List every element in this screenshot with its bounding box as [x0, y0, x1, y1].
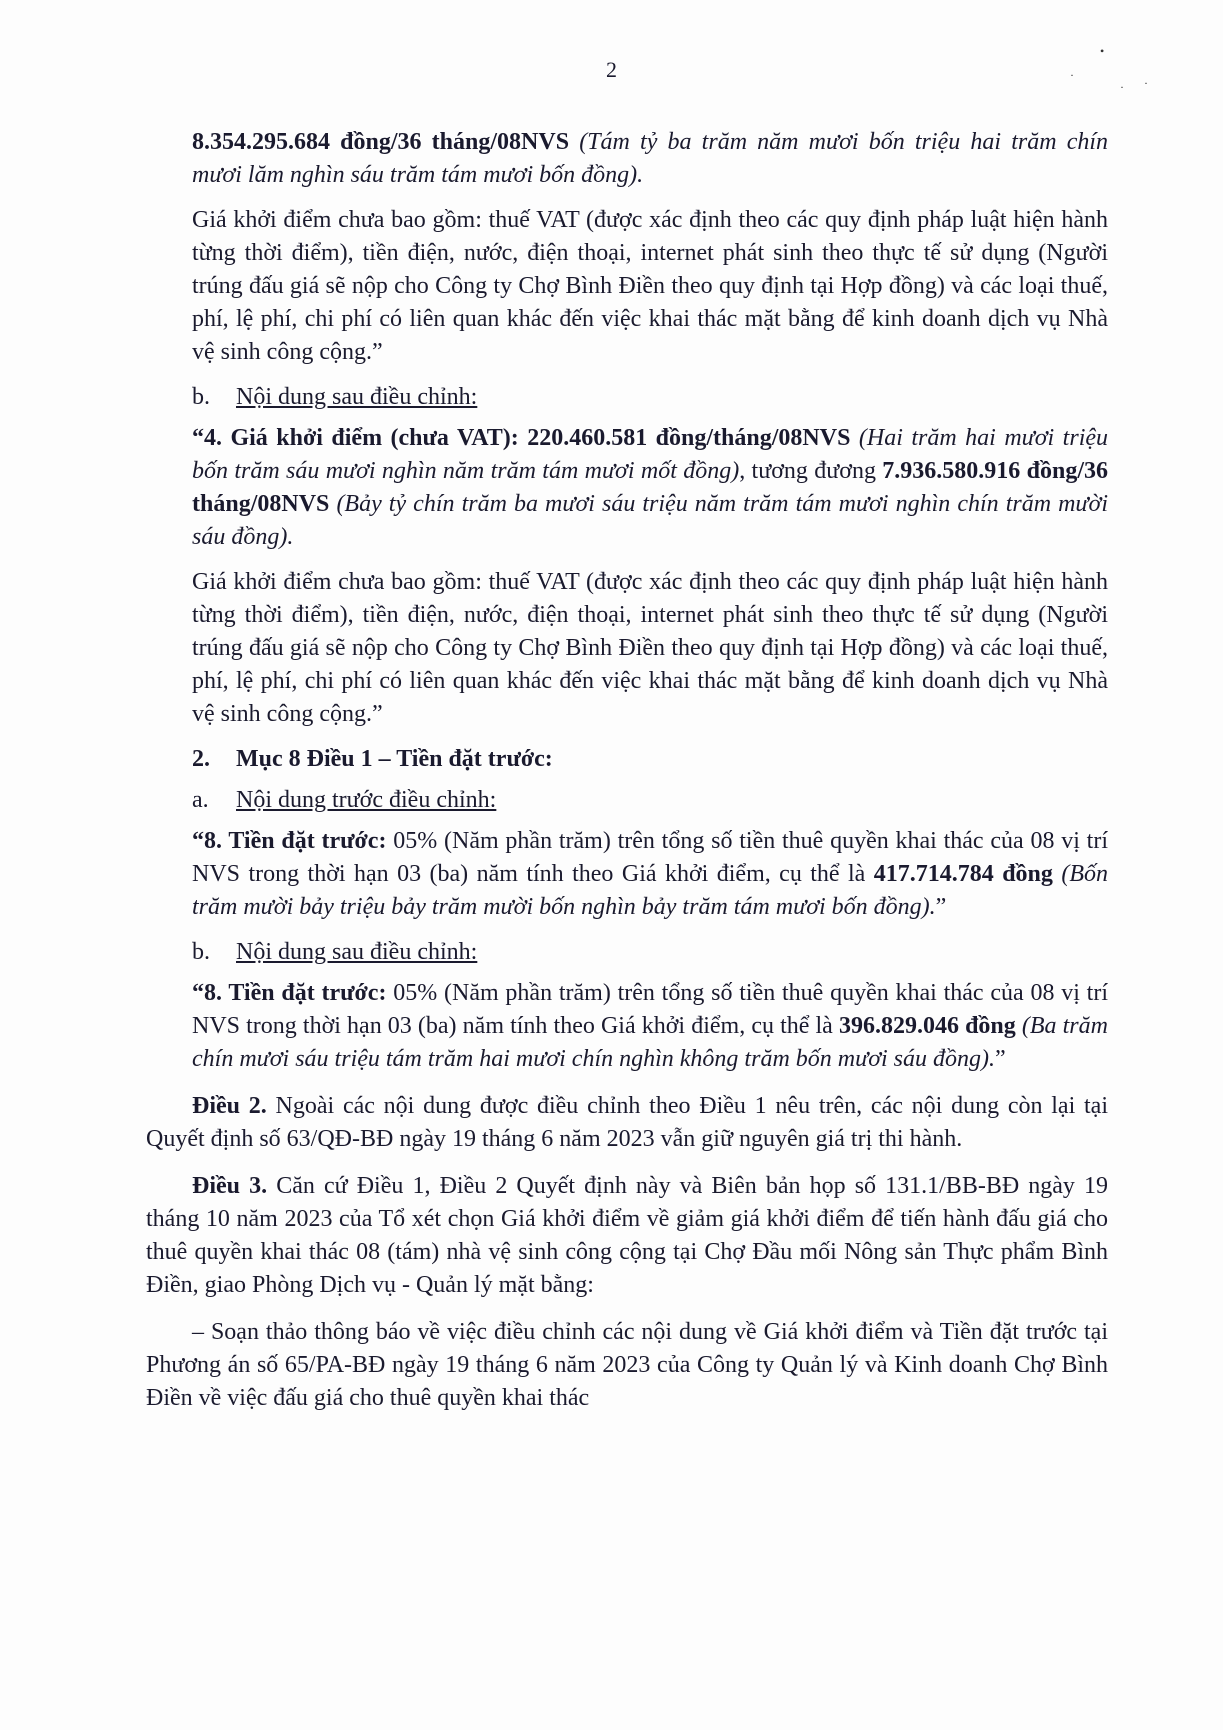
- sub-item-b-after-adjustment: [192, 381, 1108, 414]
- total-price-in-words: (Bảy tỷ chín trăm ba mươi sáu triệu năm trăm tám mươi nghìn chín trăm mười sáu đồng).: [192, 491, 1108, 550]
- deposit-amount-in-words: (Ba trăm chín mươi sáu triệu tám trăm hai mươi chín nghìn không trăm bốn mươi sáu đồng).: [192, 1013, 1108, 1072]
- heading-item-2-deposit: [192, 743, 1108, 776]
- heading-number: 2.: [192, 746, 210, 772]
- paragraph-starting-price-old-total: [192, 126, 1108, 192]
- deposit-description: 05% (Năm phần trăm) trên tổng số tiền thuê quyền khai thác của 08 vị trí NVS trong thời hạn 03 (ba) năm tính theo Giá khởi điểm, cụ thể là: [192, 828, 1108, 887]
- amount-bold: 8.354.295.684 đồng/36 tháng/08NVS: [192, 129, 570, 155]
- closing-quote: ”: [935, 894, 947, 920]
- sub-item-letter: a.: [192, 787, 209, 813]
- deposit-amount: 396.829.046 đồng: [838, 1013, 1016, 1039]
- article-text: Ngoài các nội dung được điều chỉnh theo Điều 1 nêu trên, các nội dung còn lại tại Quyết định số 63/QĐ-BĐ ngày 19 tháng 6 năm 2023 vẫn giữ nguyên giá trị thi hành.: [146, 1093, 1108, 1152]
- article-text: Căn cứ Điều 1, Điều 2 Quyết định này và Biên bản họp số 131.1/BB-BĐ ngày 19 tháng 10 năm 2023 của Tổ xét chọn Giá khởi điểm về giảm giá khởi điểm để tiến hành đấu giá cho thuê quyền khai thác 08 (tám) nhà vệ sinh công cộng tại Chợ Đầu mối Nông sản Thực phẩm Bình Điền, giao Phòng Dịch vụ - Quản lý mặt bằng:: [146, 1173, 1109, 1298]
- sub-item-title: Nội dung trước điều chỉnh:: [236, 787, 497, 813]
- article-2: [146, 1090, 1108, 1156]
- paragraph-deposit-old: [192, 825, 1108, 924]
- heading-title: Mục 8 Điều 1 – Tiền đặt trước:: [236, 746, 553, 772]
- sub-item-letter: b.: [192, 939, 210, 965]
- total-price-bold: 7.936.580.916 đồng/36 tháng/08NVS: [192, 458, 1108, 517]
- paragraph-deposit-new: [192, 977, 1108, 1076]
- sub-item-b-after-adjustment-deposit: [192, 936, 1108, 969]
- amount-in-words: (Tám tỷ ba trăm năm mươi bốn triệu hai trăm chín mươi lăm nghìn sáu trăm tám mươi bốn đồng).: [192, 129, 1109, 188]
- starting-price-in-words: (Hai trăm hai mươi triệu bốn trăm sáu mươi nghìn năm trăm tám mươi mốt đồng): [192, 425, 1109, 484]
- scan-speck: ·: [1144, 76, 1148, 90]
- document-body: [146, 126, 1109, 1427]
- sub-item-title: Nội dung sau điều chỉnh:: [236, 384, 478, 410]
- scan-speck: ·: [1120, 80, 1124, 94]
- sub-item-a-before-adjustment: [192, 784, 1108, 817]
- closing-quote: ”: [995, 1046, 1006, 1072]
- paragraph-price-exclusions-new: Giá khởi điểm chưa bao gồm: thuế VAT (được xác định theo các quy định pháp luật hiện hành từng thời điểm), tiền điện, nước, điện thoại, internet phát sinh theo thực tế sử dụng (Người trúng đấu giá sẽ nộp cho Công ty Chợ Bình Điền theo quy định tại Hợp đồng) và các loại thuế, phí, lệ phí, chi phí có liên quan khác đến việc khai thác mặt bằng để kinh doanh dịch vụ Nhà vệ sinh công cộng.”: [192, 569, 1108, 727]
- article-3: [146, 1170, 1108, 1302]
- paragraph-price-exclusions-old: Giá khởi điểm chưa bao gồm: thuế VAT (được xác định theo các quy định pháp luật hiện hành từng thời điểm), tiền điện, nước, điện thoại, internet phát sinh theo thực tế sử dụng (Người trúng đấu giá sẽ nộp cho Công ty Chợ Bình Điền theo quy định tại Hợp đồng) và các loại thuế, phí, lệ phí, chi phí có liên quan khác đến việc khai thác mặt bằng để kinh doanh dịch vụ Nhà vệ sinh công cộng.”: [192, 207, 1108, 365]
- starting-price-bold: “4. Giá khởi điểm (chưa VAT): 220.460.581 đồng/tháng/08NVS: [192, 425, 851, 451]
- article-label: Điều 2.: [192, 1093, 267, 1119]
- dash-list-item: – Soạn thảo thông báo về việc điều chỉnh các nội dung về Giá khởi điểm và Tiền đặt trước tại Phương án số 65/PA-BĐ ngày 19 tháng 6 năm 2023 của Công ty Quản lý và Kinh doanh Chợ Bình Điền về việc đấu giá cho thuê quyền khai thác: [146, 1319, 1108, 1411]
- article-label: Điều 3.: [192, 1173, 268, 1199]
- deposit-amount: 417.714.784 đồng: [873, 861, 1053, 887]
- deposit-amount-in-words: (Bốn trăm mười bảy triệu bảy trăm mười bốn nghìn bảy trăm tám mươi bốn đồng).: [192, 861, 1108, 920]
- paragraph-starting-price-new: [192, 422, 1108, 554]
- deposit-description: 05% (Năm phần trăm) trên tổng số tiền thuê quyền khai thác của 08 vị trí NVS trong thời hạn 03 (ba) năm tính theo Giá khởi điểm, cụ thể là: [192, 980, 1108, 1039]
- deposit-label: “8. Tiền đặt trước:: [192, 828, 387, 854]
- page-number: 2: [606, 57, 617, 82]
- sub-item-letter: b.: [192, 384, 210, 410]
- equivalent-text: , tương đương: [739, 458, 876, 484]
- deposit-label: “8. Tiền đặt trước:: [192, 980, 387, 1006]
- scan-speck: ·: [1070, 68, 1074, 82]
- scan-speck: •: [1100, 44, 1105, 58]
- sub-item-title: Nội dung sau điều chỉnh:: [236, 939, 478, 965]
